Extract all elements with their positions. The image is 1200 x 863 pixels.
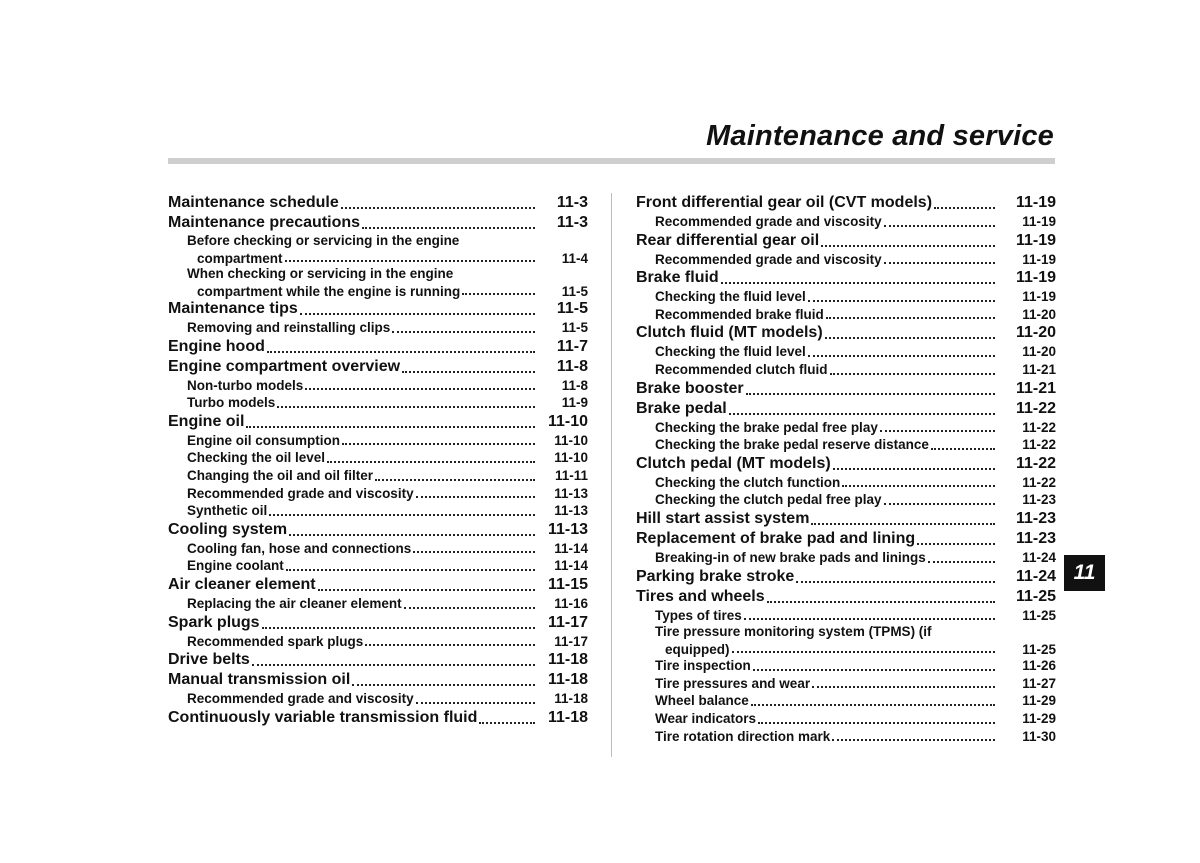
dot-leader	[808, 355, 995, 357]
toc-right-column	[636, 193, 1056, 745]
toc-entry-label: Tire inspection	[655, 658, 751, 674]
toc-page-number: 11-22	[1015, 399, 1056, 417]
toc-entry-label: Recommended grade and viscosity	[655, 251, 882, 267]
dot-leader	[884, 262, 995, 264]
dot-leader	[285, 260, 535, 262]
toc-subentry[interactable]	[636, 306, 1056, 324]
toc-page-number: 11-18	[547, 708, 588, 726]
toc-subentry[interactable]	[168, 449, 588, 467]
toc-page-number: 11-21	[1022, 361, 1056, 377]
toc-page-number: 11-14	[554, 558, 588, 574]
toc-page-number: 11-20	[1015, 324, 1056, 342]
toc-subentry[interactable]	[636, 607, 1056, 625]
dot-leader	[305, 388, 535, 390]
toc-page-number: 11-16	[554, 595, 588, 611]
toc-entry-label: Manual transmission oil	[168, 671, 351, 689]
toc-page-number: 11-19	[1015, 194, 1056, 211]
dot-leader	[375, 479, 535, 481]
toc-subentry[interactable]	[168, 557, 588, 575]
toc-page-number: 11-5	[556, 300, 588, 317]
toc-entry-line2	[187, 282, 588, 299]
toc-page-number: 11-14	[554, 540, 588, 556]
toc-entry-label: Cooling system	[168, 520, 288, 538]
dot-leader	[812, 686, 995, 688]
toc-page-number: 11-22	[1015, 454, 1056, 472]
toc-entry-label-line2: compartment	[197, 250, 283, 266]
toc-entry[interactable]	[636, 268, 1056, 288]
toc-subentry[interactable]	[636, 728, 1056, 746]
toc-entry[interactable]	[168, 412, 588, 432]
dot-leader	[884, 225, 995, 227]
toc-entry[interactable]	[636, 567, 1056, 587]
toc-entry[interactable]	[636, 193, 1056, 213]
toc-entry-label-line1: When checking or servicing in the engine	[187, 266, 454, 281]
dot-leader	[479, 722, 535, 724]
dot-leader	[365, 644, 535, 646]
column-divider	[611, 193, 612, 757]
dot-leader	[318, 589, 535, 591]
toc-page-number: 11-9	[561, 395, 588, 411]
dot-leader	[732, 651, 996, 653]
dot-leader	[832, 739, 995, 741]
dot-leader	[289, 534, 535, 536]
toc-entry-label: Checking the brake pedal free play	[655, 419, 878, 435]
dot-leader	[811, 523, 995, 525]
toc-entry-label: Brake booster	[636, 379, 744, 397]
toc-entry[interactable]	[168, 613, 588, 633]
toc-entry-label: Checking the brake pedal reserve distance	[655, 437, 929, 453]
toc-entry-label: Types of tires	[655, 607, 742, 623]
toc-entry-label: Rear differential gear oil	[636, 231, 820, 249]
dot-leader	[286, 569, 535, 571]
dot-leader	[252, 664, 535, 666]
toc-left-column	[168, 193, 588, 728]
toc-entry-label-line1: Before checking or servicing in the engine	[187, 233, 460, 248]
toc-subentry[interactable]	[168, 432, 588, 450]
dot-leader	[416, 496, 535, 498]
toc-subentry[interactable]	[636, 549, 1056, 567]
toc-entry-label-line2: equipped)	[665, 641, 730, 657]
toc-subentry[interactable]	[168, 595, 588, 613]
dot-leader	[796, 581, 995, 583]
toc-page-number: 11-10	[554, 450, 588, 466]
toc-entry-label: Wheel balance	[655, 693, 749, 709]
toc-entry-label: Maintenance schedule	[168, 194, 339, 211]
toc-entry-label: Engine compartment overview	[168, 357, 401, 375]
dot-leader	[753, 669, 995, 671]
toc-subentry[interactable]	[636, 692, 1056, 710]
toc-page-number: 11-3	[556, 214, 588, 231]
dot-leader	[404, 607, 535, 609]
toc-page-number: 11-25	[1022, 641, 1056, 657]
toc-subentry[interactable]	[636, 288, 1056, 306]
toc-entry-label: Checking the clutch function	[655, 474, 841, 490]
toc-page-number: 11-10	[547, 412, 588, 430]
toc-entry-label: Spark plugs	[168, 613, 260, 631]
toc-entry-label: Engine coolant	[187, 558, 284, 574]
toc-entry-label: Non-turbo models	[187, 377, 304, 393]
dot-leader	[729, 413, 995, 415]
dot-leader	[462, 293, 535, 295]
dot-leader	[413, 551, 535, 553]
toc-page-number: 11-17	[547, 613, 588, 631]
dot-leader	[744, 618, 995, 620]
toc-page-number: 11-25	[1022, 607, 1056, 623]
toc-entry-label: Clutch pedal (MT models)	[636, 454, 831, 472]
toc-subentry[interactable]	[636, 213, 1056, 231]
dot-leader	[269, 514, 535, 516]
toc-entry-label: Checking the clutch pedal free play	[655, 492, 882, 508]
toc-subentry[interactable]	[168, 377, 588, 395]
toc-entry-label: Engine oil	[168, 412, 245, 430]
toc-page-number: 11-29	[1022, 693, 1056, 709]
toc-entry-label: Recommended brake fluid	[655, 306, 824, 322]
dot-leader	[884, 503, 995, 505]
toc-entry-label: Wear indicators	[655, 710, 757, 726]
toc-entry-label: Turbo models	[187, 395, 276, 411]
toc-entry-label: Recommended grade and viscosity	[655, 214, 882, 229]
toc-page-number: 11-8	[561, 377, 588, 393]
dot-leader	[826, 317, 995, 319]
toc-page-number: 11-3	[556, 194, 588, 211]
dot-leader	[917, 543, 995, 545]
toc-entry[interactable]	[168, 299, 588, 319]
toc-entry-label: Replacing the air cleaner element	[187, 595, 402, 611]
toc-page-number: 11-17	[554, 633, 588, 649]
toc-subentry[interactable]	[636, 343, 1056, 361]
toc-entry-label: Parking brake stroke	[636, 567, 795, 585]
toc-entry-label-line2: compartment while the engine is running	[197, 283, 461, 299]
toc-entry-label: Removing and reinstalling clips	[187, 320, 391, 335]
toc-entry[interactable]	[636, 379, 1056, 399]
toc-page-number: 11-18	[547, 671, 588, 689]
toc-subentry[interactable]	[636, 251, 1056, 269]
toc-entry-label: Recommended spark plugs	[187, 633, 364, 649]
toc-entry[interactable]	[636, 529, 1056, 549]
toc-entry-label: Air cleaner element	[168, 575, 316, 593]
toc-entry-label: Engine oil consumption	[187, 432, 340, 448]
toc-entry-label: Checking the fluid level	[655, 344, 806, 360]
dot-leader	[721, 282, 995, 284]
toc-entry[interactable]	[636, 231, 1056, 251]
toc-subentry[interactable]	[168, 266, 588, 299]
toc-entry-label: Clutch fluid (MT models)	[636, 324, 823, 342]
toc-entry-label: Engine hood	[168, 337, 265, 355]
toc-page-number: 11-19	[1022, 289, 1056, 305]
toc-entry-label: Front differential gear oil (CVT models)	[636, 194, 933, 211]
toc-entry-label: Tire pressures and wear	[655, 675, 811, 691]
dot-leader	[392, 331, 535, 333]
toc-page-number: 11-22	[1022, 474, 1056, 490]
toc-entry[interactable]	[636, 399, 1056, 419]
toc-page-number: 11-26	[1022, 658, 1056, 674]
toc-entry-label: Recommended grade and viscosity	[187, 691, 414, 707]
toc-page-number: 11-25	[1015, 587, 1056, 605]
toc-entry-label: Cooling fan, hose and connections	[187, 540, 412, 556]
toc-subentry[interactable]	[636, 361, 1056, 379]
toc-page-number: 11-18	[554, 691, 588, 707]
dot-leader	[758, 722, 995, 724]
toc-entry[interactable]	[168, 357, 588, 377]
toc-subentry[interactable]	[168, 502, 588, 520]
toc-entry-label: Recommended clutch fluid	[655, 361, 828, 377]
dot-leader	[751, 704, 995, 706]
toc-entry[interactable]	[168, 708, 588, 728]
dot-leader	[746, 393, 995, 395]
dot-leader	[880, 430, 995, 432]
dot-leader	[246, 426, 535, 428]
toc-page-number: 11-19	[1022, 214, 1056, 229]
toc-page-number: 11-27	[1022, 675, 1056, 691]
toc-subentry[interactable]	[636, 436, 1056, 454]
toc-entry[interactable]	[168, 575, 588, 595]
toc-page-number: 11-7	[556, 337, 588, 355]
dot-leader	[833, 468, 995, 470]
toc-entry-label: Breaking-in of new brake pads and linings	[655, 549, 926, 565]
toc-entry-label: Brake pedal	[636, 399, 727, 417]
toc-entry[interactable]	[168, 193, 588, 213]
toc-entry-label: Changing the oil and oil filter	[187, 467, 373, 483]
dot-leader	[821, 245, 995, 247]
toc-page-number: 11-13	[547, 520, 588, 538]
toc-entry-label: Tires and wheels	[636, 587, 765, 605]
toc-page-number: 11-4	[561, 250, 588, 266]
toc-entry-label: Continuously variable transmission fluid	[168, 708, 478, 726]
toc-entry[interactable]	[168, 337, 588, 357]
dot-leader	[262, 627, 535, 629]
toc-entry-label: Hill start assist system	[636, 509, 810, 527]
chapter-title: Maintenance and service	[706, 120, 1054, 152]
toc-page-number: 11-8	[556, 357, 588, 375]
dot-leader	[416, 702, 535, 704]
toc-subentry[interactable]	[168, 233, 588, 266]
toc-page-number: 11-19	[1015, 269, 1056, 287]
dot-leader	[327, 461, 535, 463]
toc-page-number: 11-29	[1022, 710, 1056, 726]
toc-page-number: 11-19	[1015, 231, 1056, 249]
toc-subentry[interactable]	[168, 540, 588, 558]
dot-leader	[342, 443, 535, 445]
toc-subentry[interactable]	[168, 467, 588, 485]
toc-page-number: 11-5	[561, 283, 588, 299]
toc-entry-label: Tire rotation direction mark	[655, 728, 831, 744]
toc-page-number: 11-11	[554, 467, 588, 483]
toc-entry-label: Replacement of brake pad and lining	[636, 529, 916, 547]
header-rule	[168, 158, 1055, 164]
toc-subentry[interactable]	[636, 675, 1056, 693]
toc-page-number: 11-30	[1022, 728, 1056, 744]
toc-subentry[interactable]	[636, 474, 1056, 492]
toc-page-number: 11-19	[1022, 251, 1056, 267]
toc-page-number: 11-15	[547, 575, 588, 593]
dot-leader	[402, 371, 535, 373]
toc-entry-line2	[655, 640, 1056, 657]
toc-entry[interactable]	[168, 213, 588, 233]
toc-page-number: 11-18	[547, 651, 588, 669]
toc-page-number: 11-24	[1015, 567, 1056, 585]
toc-entry[interactable]	[636, 509, 1056, 529]
toc-subentry[interactable]	[168, 690, 588, 708]
toc-entry[interactable]	[168, 520, 588, 540]
toc-entry-label: Checking the fluid level	[655, 289, 806, 305]
toc-subentry[interactable]	[636, 624, 1056, 657]
dot-leader	[934, 207, 995, 209]
toc-page-number: 11-20	[1022, 344, 1056, 360]
chapter-tab[interactable]: 11	[1064, 555, 1105, 591]
dot-leader	[267, 351, 535, 353]
toc-page-number: 11-5	[561, 320, 588, 335]
toc-page-number: 11-23	[1022, 492, 1056, 508]
toc-entry[interactable]	[636, 454, 1056, 474]
toc-page-number: 11-22	[1022, 437, 1056, 453]
toc-entry-label: Brake fluid	[636, 269, 719, 287]
toc-subentry[interactable]	[636, 419, 1056, 437]
dot-leader	[341, 207, 535, 209]
toc-page-number: 11-23	[1015, 529, 1056, 547]
toc-page-number: 11-23	[1015, 509, 1056, 527]
dot-leader	[842, 485, 995, 487]
toc-subentry[interactable]	[636, 491, 1056, 509]
toc-entry-label-line1: Tire pressure monitoring system (TPMS) (if	[655, 624, 932, 640]
dot-leader	[300, 313, 535, 315]
toc-page-number: 11-21	[1015, 379, 1056, 397]
dot-leader	[808, 300, 995, 302]
toc-subentry[interactable]	[636, 657, 1056, 675]
dot-leader	[362, 227, 535, 229]
toc-entry-label: Maintenance tips	[168, 300, 298, 317]
dot-leader	[352, 684, 535, 686]
toc-subentry[interactable]	[636, 710, 1056, 728]
toc-page-number: 11-13	[554, 503, 588, 519]
toc-entry[interactable]	[168, 650, 588, 670]
toc-entry[interactable]	[636, 587, 1056, 607]
dot-leader	[825, 337, 995, 339]
toc-entry[interactable]	[168, 670, 588, 690]
toc-subentry[interactable]	[168, 633, 588, 651]
toc-entry-line2	[187, 249, 588, 266]
toc-entry-label: Drive belts	[168, 651, 250, 669]
toc-page-number: 11-13	[554, 485, 588, 501]
toc-page-number: 11-22	[1022, 419, 1056, 435]
toc-entry-label: Synthetic oil	[187, 503, 268, 519]
dot-leader	[928, 561, 995, 563]
toc-subentry[interactable]	[168, 319, 588, 337]
dot-leader	[830, 373, 995, 375]
toc-subentry[interactable]	[168, 485, 588, 503]
toc-entry-label: Checking the oil level	[187, 450, 326, 466]
dot-leader	[277, 406, 535, 408]
toc-page-number: 11-20	[1022, 306, 1056, 322]
toc-entry-label: Maintenance precautions	[168, 214, 361, 231]
toc-page-number: 11-10	[554, 432, 588, 448]
toc-entry[interactable]	[636, 323, 1056, 343]
toc-entry-label: Recommended grade and viscosity	[187, 485, 414, 501]
toc-page-number: 11-24	[1022, 549, 1056, 565]
dot-leader	[931, 448, 995, 450]
toc-subentry[interactable]	[168, 394, 588, 412]
dot-leader	[767, 601, 995, 603]
